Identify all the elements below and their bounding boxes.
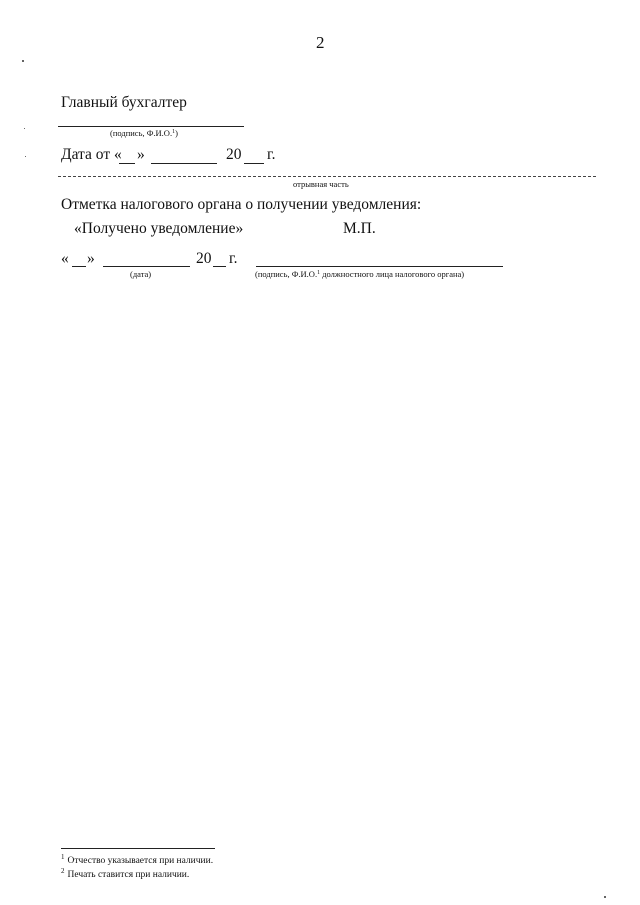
tear-off-line xyxy=(58,176,596,177)
tax-month-blank-line xyxy=(103,266,190,267)
tax-date-open-quote: « xyxy=(61,250,69,267)
footnote-separator xyxy=(61,848,215,849)
received-notice-text: «Получено уведомление» xyxy=(74,220,244,237)
date-quote-close: » xyxy=(137,146,145,163)
year-blank-line xyxy=(244,163,264,164)
stamp-place-label: М.П. xyxy=(343,220,376,237)
month-blank-line xyxy=(151,163,217,164)
signature-caption: (подпись, Ф.И.О.$^1$) xyxy=(110,128,178,138)
tax-year-suffix: г. xyxy=(229,250,238,267)
tax-date-close-quote: » xyxy=(87,250,95,267)
scan-speck xyxy=(24,128,25,129)
year-prefix: 20 xyxy=(226,146,242,163)
signature-line xyxy=(58,126,244,127)
scan-speck xyxy=(25,156,26,157)
tax-day-blank-line xyxy=(72,266,86,267)
tear-off-label: отрывная часть xyxy=(293,179,349,189)
page-number: 2 xyxy=(316,33,325,52)
tax-signature-line xyxy=(256,266,503,267)
year-suffix: г. xyxy=(267,146,276,163)
footnote-1: $^1$ Отчество указывается при наличии. xyxy=(61,853,214,866)
day-blank-line xyxy=(119,163,135,164)
tax-year-blank-line xyxy=(213,266,226,267)
scan-speck xyxy=(604,896,606,898)
tax-year-prefix: 20 xyxy=(196,250,212,267)
date-prefix: Дата от « xyxy=(61,146,122,163)
tax-signature-caption: (подпись, Ф.И.О.$^1$ должностного лица налогового органа) xyxy=(255,269,465,279)
tax-date-caption: (дата) xyxy=(130,269,152,279)
tax-mark-heading: Отметка налогового органа о получении уведомления: xyxy=(61,196,422,213)
scan-speck xyxy=(22,60,24,62)
footnote-2: $^2$ Печать ставится при наличии. xyxy=(61,867,190,880)
chief-accountant-title: Главный бухгалтер xyxy=(61,94,187,111)
